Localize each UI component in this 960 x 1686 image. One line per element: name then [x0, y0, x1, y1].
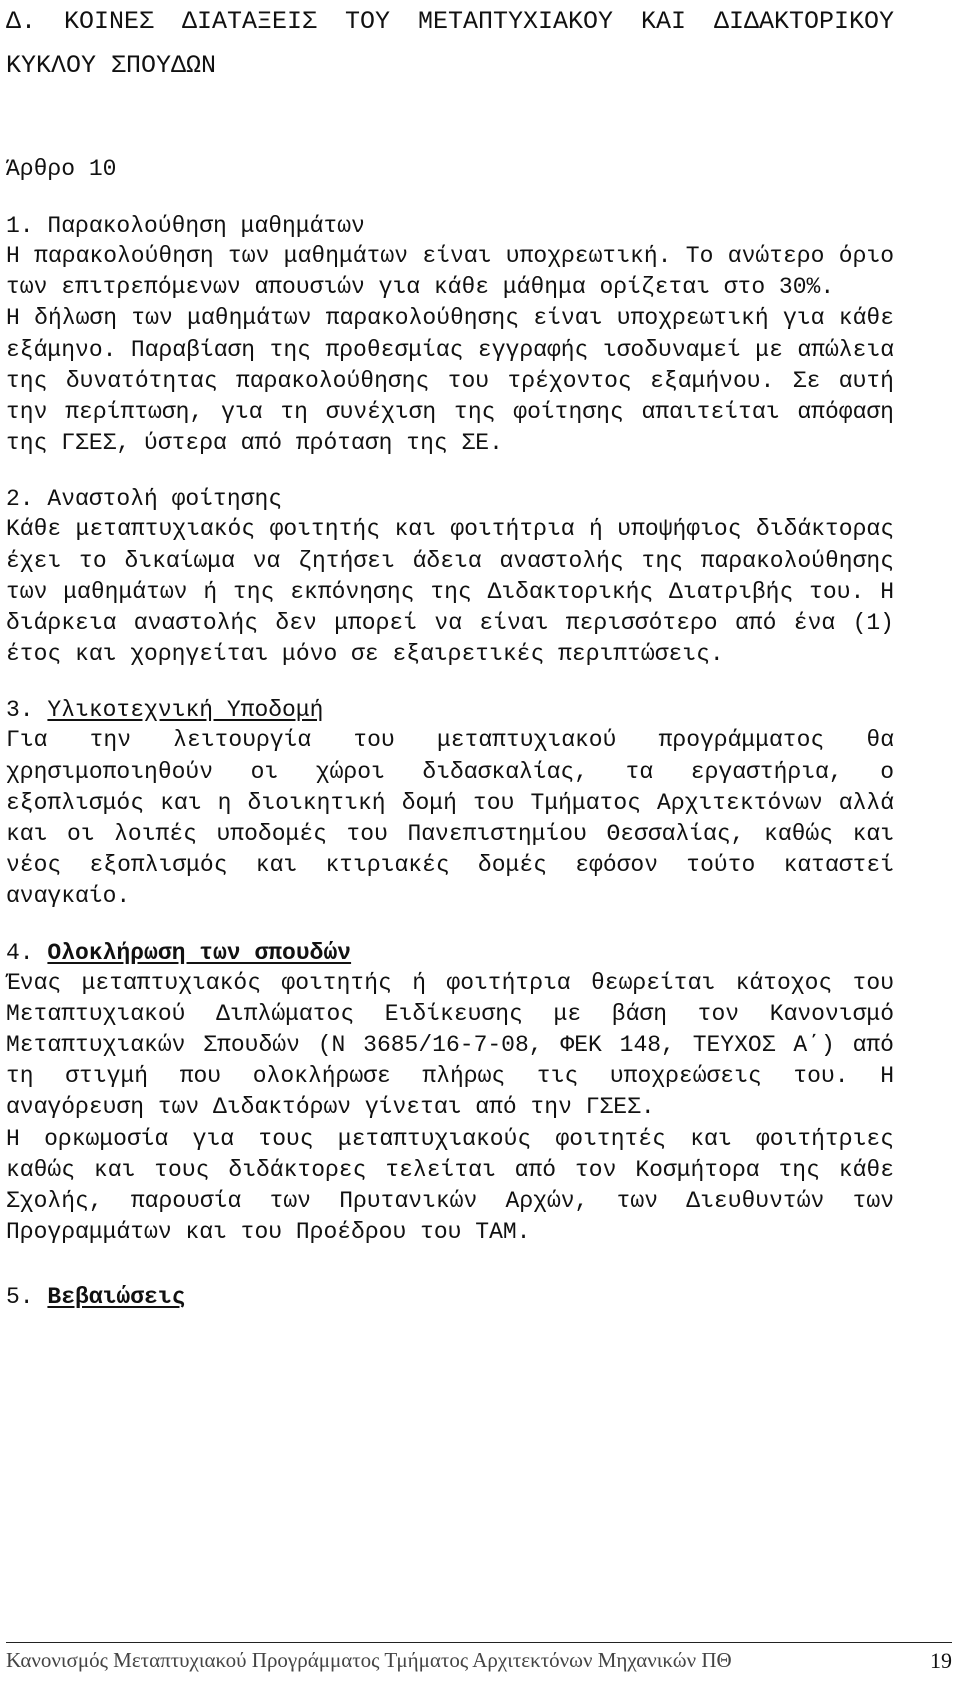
- page-number: 19: [930, 1648, 952, 1673]
- footer-text: Κανονισμός Μεταπτυχιακού Προγράμματος Τμήματος Αρχιτεκτόνων Μηχανικών ΠΘ: [6, 1648, 732, 1672]
- section-3-number: 3.: [6, 697, 34, 724]
- section-4-title: Ολοκλήρωση των σπουδών: [47, 939, 352, 966]
- section-1-paragraph-2: Η δήλωση των μαθημάτων παρακολούθησης είναι υποχρεωτική για κάθε εξάμηνο. Παραβίαση της προθεσμίας εγγραφής ισοδυναμεί με απώλεια της δυνατότητας παρακολούθησης του τρέχοντος εξαμήνου. Σε αυτή την περίπτωση, για τη συνέχιση της φοίτησης απαιτείται απόφαση της ΓΣΕΣ, ύστερα από πρόταση της ΣΕ.: [6, 305, 894, 457]
- article-title: Άρθρο 10: [6, 156, 117, 182]
- section-1-paragraph-1: Η παρακολούθηση των μαθημάτων είναι υποχρεωτική. Το ανώτερο όριο των επιτρεπόμενων απουσιών για κάθε μάθημα ορίζεται στο 30%.: [6, 243, 894, 301]
- section-3-heading: [6, 695, 894, 725]
- section-3-title: Υλικοτεχνική Υποδομή: [47, 697, 324, 724]
- section-5-title: Βεβαιώσεις: [47, 1284, 186, 1311]
- document-page: [6, 0, 894, 1312]
- section-5-heading: [6, 1282, 894, 1312]
- section-4-paragraph-2: Η ορκωμοσία για τους μεταπτυχιακούς φοιτητές και φοιτήτριες καθώς και τους διδάκτορες τελείται από τον Κοσμήτορα της κάθε Σχολής, παρουσία των Πρυτανικών Αρχών, των Διευθυντών των Προγραμμάτων και του Προέδρου του ΤΑΜ.: [6, 1125, 894, 1246]
- section-4-number: 4.: [6, 939, 34, 966]
- section-2-heading: 2. Αναστολή φοίτησης: [6, 486, 283, 513]
- section-4-paragraph-1: Ένας μεταπτυχιακός φοιτητής ή φοιτήτρια θεωρείται κάτοχος του Μεταπτυχιακού Διπλώματος Ειδίκευσης με βάση τον Κανονισμό Μεταπτυχιακών Σπουδών (Ν 3685/16-7-08, ΦΕΚ 148, ΤΕΥΧΟΣ Α΄) από τη στιγμή που ολοκλήρωσε πλήρως τις υποχρεώσεις του. Η αναγόρευση των Διδακτόρων γίνεται από την ΓΣΕΣ.: [6, 969, 894, 1121]
- section-3-paragraph-1: Για την λειτουργία του μεταπτυχιακού προγράμματος θα χρησιμοποιηθούν οι χώροι διδασκαλίας, τα εργαστήρια, ο εξοπλισμός και η διοικητική δομή του Τμήματος Αρχιτεκτόνων αλλά και οι λοιπές υποδομές του Πανεπιστημίου Θεσσαλίας, καθώς και νέος εξοπλισμός και κτιριακές δομές εφόσον τούτο καταστεί αναγκαίο.: [6, 727, 894, 910]
- chapter-title: Δ. ΚΟΙΝΕΣ ΔΙΑΤΑΞΕΙΣ ΤΟΥ ΜΕΤΑΠΤΥΧΙΑΚΟΥ ΚΑΙ ΔΙΔΑΚΤΟΡΙΚΟΥ ΚΥΚΛΟΥ ΣΠΟΥΔΩΝ: [6, 7, 894, 80]
- section-1-heading: 1. Παρακολούθηση μαθημάτων: [6, 213, 365, 239]
- section-4-heading: [6, 938, 894, 968]
- section-5-number: 5.: [6, 1284, 34, 1311]
- footer-rule: [6, 1642, 952, 1643]
- section-2-paragraph-1: Κάθε μεταπτυχιακός φοιτητής και φοιτήτρια ή υποψήφιος διδάκτορας έχει το δικαίωμα να ζητήσει άδεια αναστολής της παρακολούθησης των μαθημάτων ή της εκπόνησης της Διδακτορικής Διατριβής του. Η διάρκεια αναστολής δεν μπορεί να είναι περισσότερο από ένα (1) έτος και χορηγείται μόνο σε εξαιρετικές περιπτώσεις.: [6, 516, 894, 668]
- page-footer: [6, 1640, 952, 1686]
